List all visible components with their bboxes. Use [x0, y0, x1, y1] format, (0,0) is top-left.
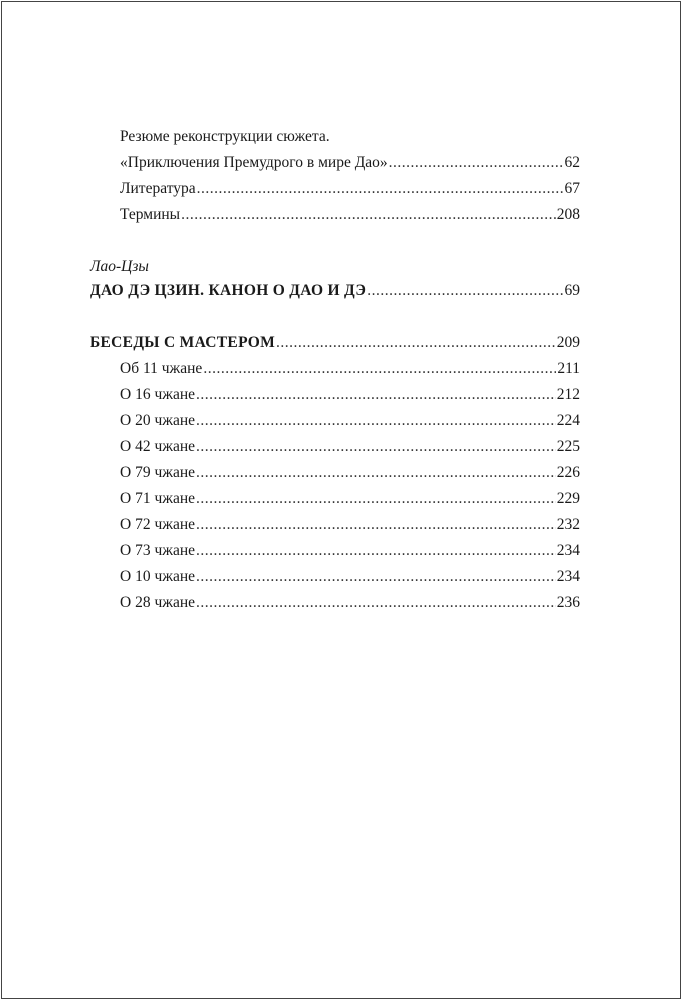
toc-entry-title: Резюме реконструкции сюжета.: [120, 128, 330, 145]
toc-entry-chapter[interactable]: [90, 356, 580, 382]
leader-dots: [196, 382, 556, 408]
toc-entry-title: О 16 чжане: [120, 386, 196, 403]
leader-dots: [389, 150, 564, 176]
toc-entry-title: О 42 чжане: [120, 438, 196, 455]
leader-dots: [276, 330, 556, 356]
toc-entry-title: Об 11 чжане: [120, 360, 203, 377]
leader-dots: [196, 512, 556, 538]
leader-dots: [181, 202, 556, 228]
toc-entry-resume-line1: [90, 124, 580, 150]
toc-page-number: 69: [564, 282, 580, 299]
section-author: Лао-Цзы: [90, 258, 149, 275]
toc-page-number: 209: [556, 334, 580, 351]
toc-entry-chapter[interactable]: [90, 460, 580, 486]
toc-entry-title: О 28 чжане: [120, 594, 196, 611]
toc-entry-literature[interactable]: [90, 176, 580, 202]
leader-dots: [367, 278, 563, 304]
toc-entry-chapter[interactable]: [90, 564, 580, 590]
toc-entry-title: О 10 чжане: [120, 568, 196, 585]
toc-entry-title: Термины: [120, 206, 181, 223]
toc-page-number: 62: [564, 154, 580, 171]
toc-entry-chapter[interactable]: [90, 538, 580, 564]
leader-dots: [197, 176, 564, 202]
toc-page-number: 226: [556, 464, 580, 481]
leader-dots: [196, 486, 556, 512]
toc-entry-chapter[interactable]: [90, 408, 580, 434]
toc-entry-title: О 20 чжане: [120, 412, 196, 429]
toc-page-number: 212: [556, 386, 580, 403]
toc-page-number: 208: [556, 206, 580, 223]
toc-page-number: 236: [556, 594, 580, 611]
toc-section-title: ДАО ДЭ ЦЗИН. КАНОН О ДАО И ДЭ: [90, 282, 367, 299]
toc-page-number: 229: [556, 490, 580, 507]
leader-dots: [196, 460, 556, 486]
leader-dots: [196, 434, 556, 460]
toc-page-number: 225: [556, 438, 580, 455]
leader-dots: [196, 408, 556, 434]
toc-page-number: 234: [556, 542, 580, 559]
toc-entry-conversations[interactable]: [90, 330, 580, 356]
toc-entry-title: О 71 чжане: [120, 490, 196, 507]
toc-entry-title: О 72 чжане: [120, 516, 196, 533]
toc-entry-title: О 79 чжане: [120, 464, 196, 481]
toc-page-number: 234: [556, 568, 580, 585]
leader-dots: [196, 590, 556, 616]
leader-dots: [196, 538, 556, 564]
toc-entry-terms[interactable]: [90, 202, 580, 228]
toc-entry-chapter[interactable]: [90, 382, 580, 408]
leader-dots: [196, 564, 556, 590]
toc-entry-resume-line2[interactable]: [90, 150, 580, 176]
toc-entry-title: «Приключения Премудрого в мире Дао»: [120, 154, 388, 171]
leader-dots: [203, 356, 556, 382]
table-of-contents: [90, 124, 580, 616]
toc-entry-title: Литература: [120, 180, 196, 197]
toc-entry-chapter[interactable]: [90, 512, 580, 538]
toc-entry-chapter[interactable]: [90, 590, 580, 616]
toc-page-number: 224: [556, 412, 580, 429]
toc-entry-title: О 73 чжане: [120, 542, 196, 559]
toc-entry-daodejing[interactable]: [90, 278, 580, 304]
toc-page-number: 232: [556, 516, 580, 533]
toc-section-title: БЕСЕДЫ С МАСТЕРОМ: [90, 334, 276, 351]
toc-entry-chapter[interactable]: [90, 434, 580, 460]
toc-page-number: 67: [564, 180, 580, 197]
toc-page-number: 211: [557, 360, 580, 377]
book-page: [1, 1, 681, 999]
toc-entry-chapter[interactable]: [90, 486, 580, 512]
